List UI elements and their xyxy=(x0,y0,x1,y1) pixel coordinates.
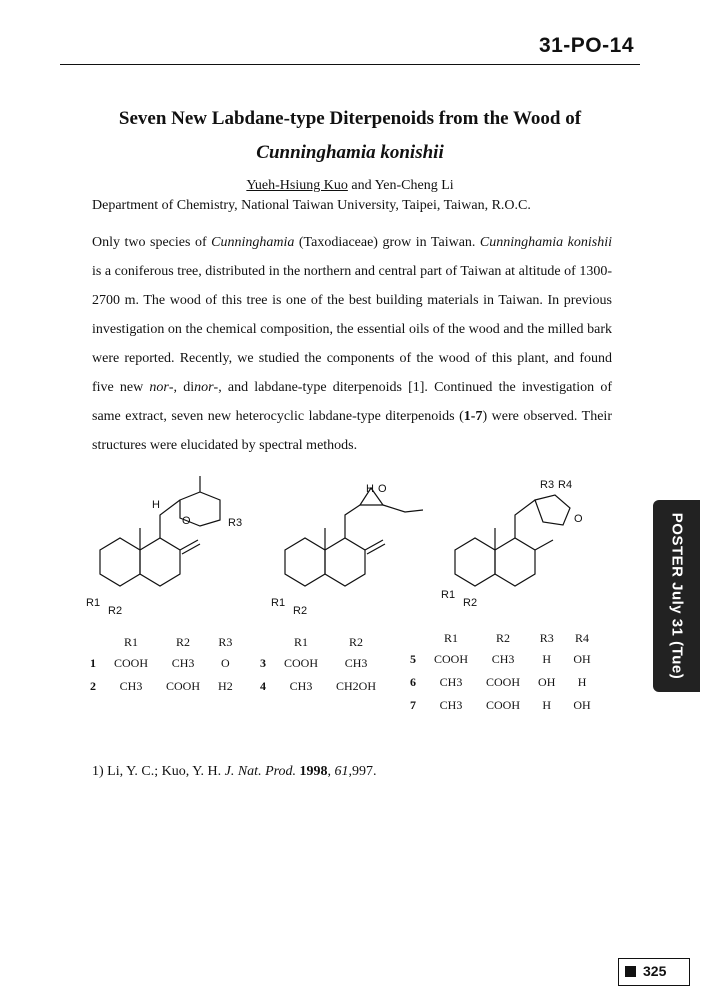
authors xyxy=(0,178,700,194)
label-r1-s1: R1 xyxy=(86,597,101,609)
abstract-segment: (Taxodiaceae) grow in Taiwan. xyxy=(294,235,480,250)
reference: 1) Li, Y. C.; Kuo, Y. H. J. Nat. Prod. 1998, 61,997. xyxy=(92,764,377,779)
abstract-segment: -, di xyxy=(168,380,195,395)
reference-journal: J. Nat. Prod. xyxy=(224,764,297,779)
table-cell: 2 xyxy=(90,679,96,693)
side-tab-label: POSTER July 31 (Tue) xyxy=(668,512,685,680)
table-header: R1 xyxy=(294,635,309,649)
label-r1-s2: R1 xyxy=(271,597,286,609)
table-header-blank xyxy=(252,634,274,651)
table-header: R4 xyxy=(575,631,590,645)
table-3-4 xyxy=(250,632,386,699)
table-cell: CH3 xyxy=(344,656,368,670)
table-row xyxy=(252,676,384,697)
table-cell: O xyxy=(221,656,230,670)
label-o-s1: O xyxy=(182,515,191,527)
table-cell: H xyxy=(542,698,552,712)
table-cell: H xyxy=(542,652,552,666)
table-header: R2 xyxy=(496,631,511,645)
table-cell: COOH xyxy=(486,675,521,689)
presenting-author: Yueh-Hsiung Kuo xyxy=(246,178,348,193)
table-cell: 6 xyxy=(410,675,416,689)
table-row xyxy=(402,649,599,670)
reference-authors: 1) Li, Y. C.; Kuo, Y. H. xyxy=(92,764,225,779)
abstract-segment: Cunninghamia konishii xyxy=(479,235,612,250)
label-r2-s1: R2 xyxy=(108,605,123,617)
abstract-segment: nor xyxy=(149,380,169,395)
table-header-blank xyxy=(402,630,424,647)
table-cell: COOH xyxy=(434,652,469,666)
table-cell: OH xyxy=(538,675,556,689)
session-code: 31-PO-14 xyxy=(538,34,634,57)
table-cell: 4 xyxy=(260,679,266,693)
label-r3-s1: R3 xyxy=(228,517,243,529)
label-h-s2: H xyxy=(366,483,374,495)
table-cell: H2 xyxy=(218,679,233,693)
table-cell: COOH xyxy=(284,656,319,670)
label-r3-s3: R3 xyxy=(540,479,555,491)
abstract-segment: 1-7 xyxy=(463,409,483,424)
substituent-table-1 xyxy=(80,632,243,699)
table-header: R3 xyxy=(218,635,233,649)
table-cell: CH3 xyxy=(491,652,515,666)
table-header: R1 xyxy=(444,631,459,645)
table-row xyxy=(402,695,599,716)
table-cell: 1 xyxy=(90,656,96,670)
page-marker-square xyxy=(625,966,636,977)
table-cell: COOH xyxy=(166,679,201,693)
co-author: Yen-Cheng Li xyxy=(374,178,454,193)
table-header: R2 xyxy=(176,635,191,649)
table-row xyxy=(252,653,384,674)
table-cell: CH3 xyxy=(439,675,463,689)
abstract-text xyxy=(92,228,612,460)
reference-pages: ,997. xyxy=(348,764,377,779)
abstract-segment: ) were observed. Their structures were elucidated by spectral methods. xyxy=(92,409,612,453)
label-o-s3: O xyxy=(574,513,583,525)
abstract-segment: -, and labdane-type diterpenoids [1]. Continued the investigation of same extract, seven new heterocyclic labdane-type diterpenoids ( xyxy=(92,380,612,424)
title-line-2: Cunninghamia konishii xyxy=(256,142,444,163)
page-number: 325 xyxy=(643,963,667,979)
table-cell: CH3 xyxy=(119,679,143,693)
label-o-s2: O xyxy=(378,483,387,495)
label-h-s1: H xyxy=(152,499,160,511)
abstract-segment: nor xyxy=(194,380,214,395)
table-cell: 3 xyxy=(260,656,266,670)
header-rule xyxy=(60,64,640,65)
reference-year: 1998 xyxy=(299,764,328,779)
table-row xyxy=(402,672,599,693)
label-r4-s3: R4 xyxy=(558,479,573,491)
poster-side-tab xyxy=(653,500,700,692)
table-cell: CH3 xyxy=(171,656,195,670)
table-cell: COOH xyxy=(114,656,149,670)
abstract-segment: Cunninghamia xyxy=(211,235,295,250)
author-connector: and xyxy=(351,178,372,193)
affiliation: Department of Chemistry, National Taiwan University, Taipei, Taiwan, R.O.C. xyxy=(92,198,531,213)
table-cell: OH xyxy=(573,698,591,712)
table-cell: 7 xyxy=(410,698,416,712)
table-row xyxy=(82,676,241,697)
substituent-table-3 xyxy=(400,628,601,718)
page-number-box xyxy=(618,958,690,986)
label-r1-s3: R1 xyxy=(441,589,456,601)
abstract-segment: Only two species of xyxy=(92,235,212,250)
title-line-1: Seven New Labdane-type Diterpenoids from the Wood of xyxy=(118,108,582,129)
table-row xyxy=(82,653,241,674)
table-header: R3 xyxy=(539,631,554,645)
substituent-table-2 xyxy=(250,632,386,699)
table-header-blank xyxy=(82,634,104,651)
table-cell: CH3 xyxy=(439,698,463,712)
table-cell: H xyxy=(577,675,587,689)
table-header: R2 xyxy=(349,635,364,649)
reference-volume: 61 xyxy=(334,764,349,779)
table-1-2 xyxy=(80,632,243,699)
table-5-7 xyxy=(400,628,601,718)
label-r2-s3: R2 xyxy=(463,597,478,609)
table-cell: 5 xyxy=(410,652,416,666)
table-cell: CH3 xyxy=(289,679,313,693)
label-r2-s2: R2 xyxy=(293,605,308,617)
table-header: R1 xyxy=(124,635,139,649)
table-cell: OH xyxy=(573,652,591,666)
abstract-segment: is a coniferous tree, distributed in the northern and central part of Taiwan at altitude of 1300-2700 m. The wood of this tree is one of the best building materials in Taiwan. In previous investigation on the chemical composition, the essential oils of the wood and the milled bark were reported. Recently, we studied the components of the wood of this plant, and found five new xyxy=(92,264,612,395)
table-cell: CH2OH xyxy=(336,679,377,693)
table-cell: COOH xyxy=(486,698,521,712)
